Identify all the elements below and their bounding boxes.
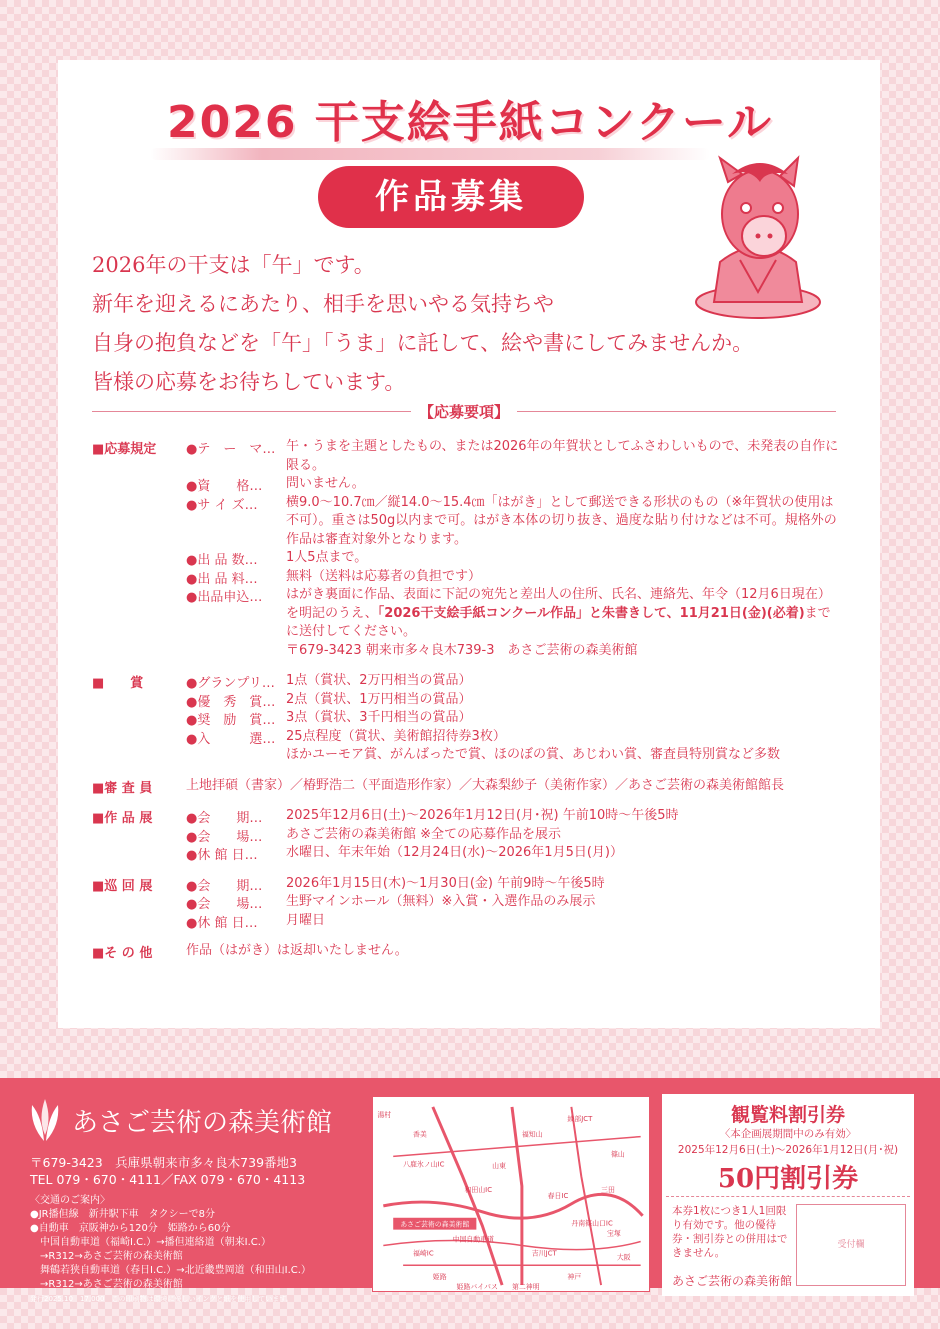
map-label: 湯村 bbox=[377, 1110, 392, 1119]
access-map bbox=[372, 1096, 650, 1292]
judges-value: 上地拝碩（書家）／椿野浩二（平面造形作家）／大森梨紗子（美術作家）／あさご芸術の森美術館館長 bbox=[186, 777, 785, 793]
map-label: 篠山 bbox=[610, 1150, 625, 1159]
access-line: 〈交通のご案内〉 bbox=[30, 1195, 110, 1206]
fine-print: 発行2025.10 17,000 この印刷物は環境に優しいインクと紙を使用しています。 bbox=[30, 1295, 293, 1303]
guidelines bbox=[92, 438, 840, 961]
rule-key: ●会 場… bbox=[186, 897, 263, 912]
coupon-title: 観覧料割引券 bbox=[730, 1104, 845, 1126]
other-row bbox=[92, 942, 840, 961]
prize-value: 25点程度（賞状、美術館招待券3枚） bbox=[286, 728, 506, 744]
rule-key: ●会 場… bbox=[186, 829, 263, 845]
apply-bold-day: (金) bbox=[741, 605, 767, 621]
rule-key: ●出 品 数… bbox=[186, 553, 258, 568]
map-label: 第二神明 bbox=[511, 1283, 540, 1292]
museum-logo-icon bbox=[26, 1095, 64, 1145]
map-label: 八鹿氷ノ山IC bbox=[403, 1160, 445, 1169]
judges-row bbox=[92, 777, 840, 796]
map-label: 香美 bbox=[413, 1130, 427, 1139]
rule-qualification bbox=[92, 475, 840, 494]
coupon-logo: あさご芸術の森美術館 bbox=[672, 1274, 793, 1288]
access-line: 舞鶴若狭自動車道（春日I.C.）→北近畿豊岡道（和田山I.C.） bbox=[30, 1265, 311, 1276]
prize-row bbox=[92, 691, 840, 710]
address-line: 〒679-3423 兵庫県朝来市多々良木739番地3 bbox=[30, 1155, 297, 1170]
rule-value: 問いません。 bbox=[286, 476, 365, 491]
rule-value: 1人5点まで。 bbox=[286, 550, 368, 565]
prize-row bbox=[92, 728, 840, 765]
map-label: 綾部JCT bbox=[567, 1114, 593, 1123]
exhibition-label: ■作 品 展 bbox=[92, 811, 153, 826]
rule-value bbox=[286, 586, 840, 660]
map-label: 中国自動車道 bbox=[452, 1235, 495, 1244]
intro-line: 皆様の応募をお待ちしています。 bbox=[92, 370, 406, 394]
map-label: 姫路バイパス bbox=[456, 1283, 498, 1292]
rule-value: 1点（賞状、2万円相当の賞品） bbox=[286, 673, 472, 688]
rule-key: ●出品申込… bbox=[186, 590, 263, 605]
apply-text-end: までに送付してください。 bbox=[286, 605, 831, 639]
map-label: 福知山 bbox=[521, 1130, 543, 1139]
judges-label: ■審 査 員 bbox=[92, 780, 153, 796]
rule-key: ●会 期… bbox=[186, 811, 263, 826]
tel-fax: TEL 079・670・4111／FAX 079・670・4113 bbox=[30, 1172, 306, 1187]
map-label: 吉川JCT bbox=[531, 1249, 557, 1258]
tour-row bbox=[92, 912, 840, 931]
rule-key: ●資 格… bbox=[186, 479, 263, 494]
museum-name: あさご芸術の森美術館 bbox=[72, 1107, 333, 1138]
coupon-stamp-box bbox=[796, 1204, 906, 1286]
prize-row bbox=[92, 709, 840, 728]
prize-row bbox=[92, 672, 840, 691]
rule-value: 月曜日 bbox=[286, 912, 326, 928]
divider bbox=[92, 411, 411, 412]
rule-apply bbox=[92, 586, 840, 660]
rule-value: 2点（賞状、1万円相当の賞品） bbox=[286, 691, 472, 707]
other-label: ■そ の 他 bbox=[92, 946, 153, 961]
tour-label: ■巡 回 展 bbox=[92, 878, 153, 894]
rule-value: 生野マインホール（無料）※入賞・入選作品のみ展示 bbox=[286, 894, 596, 909]
intro-line: 新年を迎えるにあたり、相手を思いやる気持ちや bbox=[92, 292, 554, 316]
rule-value: 午・うまを主題としたもの、または2026年の年賀状としてふさわしいもので、未発表の自作に限る。 bbox=[286, 439, 839, 473]
apply-text: はがき裏面に作品、表面に下記の宛先と差出人の住所、氏名、連絡先、年令（12月6日現在）を明記のうえ、 bbox=[286, 587, 831, 621]
rule-value bbox=[286, 728, 840, 765]
coupon-discount: 50円割引券 bbox=[717, 1164, 859, 1194]
tour-row bbox=[92, 875, 840, 894]
intro-line: 2026年の干支は「午」です。 bbox=[92, 253, 375, 277]
map-label: 大阪 bbox=[616, 1253, 631, 1262]
exhibit-row bbox=[92, 807, 840, 826]
rule-value: 横9.0〜10.7㎝／縦14.0〜15.4㎝「はがき」として郵送できる形状のもの（※年賀状の使用は不可）。重さは50g以内まで可。はがき本体の切り抜き、過度な貼り付けなどは不可。規格外の作品は審査対象外となります。 bbox=[286, 494, 837, 547]
rule-value: あさご芸術の森美術館 ※全ての応募作品を展示 bbox=[286, 826, 562, 842]
map-label: 宝塚 bbox=[607, 1229, 621, 1238]
access-line: 中国自動車道（福崎I.C.）→播但連絡道（朝来I.C.） bbox=[30, 1237, 271, 1248]
map-label: 和田山IC bbox=[464, 1186, 493, 1195]
apply-address: 〒679-3423 朝来市多々良木739-3 あさご芸術の森美術館 bbox=[286, 642, 638, 658]
other-value: 作品（はがき）は返却いたしません。 bbox=[186, 943, 408, 958]
tour-row bbox=[92, 893, 840, 912]
apply-bold-text: 「2026干支絵手紙コンクール作品」と朱書きして、11月21日 bbox=[377, 605, 742, 621]
rule-key: ●休 館 日… bbox=[186, 848, 258, 863]
access-line: ●自動車 京阪神から120分 姫路から60分 bbox=[30, 1223, 231, 1234]
divider bbox=[517, 411, 836, 412]
recruitment-badge: 作品募集 bbox=[318, 166, 584, 228]
rule-key: ●優 秀 賞… bbox=[186, 694, 276, 710]
discount-coupon bbox=[662, 1094, 914, 1296]
rule-theme bbox=[92, 438, 840, 475]
map-label: 福崎IC bbox=[413, 1249, 434, 1258]
stamp-label: 受付欄 bbox=[837, 1240, 865, 1250]
rule-size bbox=[92, 494, 840, 550]
access-line: →R312→あさご芸術の森美術館 bbox=[30, 1251, 183, 1262]
map-label: 姫路 bbox=[432, 1273, 447, 1282]
brush-stroke bbox=[150, 148, 710, 160]
coupon-period: 2025年12月6日(土)〜2026年1月12日(月･祝) bbox=[677, 1144, 899, 1156]
rule-value: 水曜日、年末年始（12月24日(水)〜2026年1月5日(月)） bbox=[286, 845, 623, 860]
intro-text bbox=[92, 246, 754, 402]
access-line: →R312→あさご芸術の森美術館 bbox=[30, 1279, 183, 1290]
map-label: 神戸 bbox=[567, 1273, 582, 1282]
access-line: ●JR播但線 新井駅下車 タクシーで8分 bbox=[30, 1209, 215, 1220]
rule-count bbox=[92, 549, 840, 568]
rule-value: 3点（賞状、3千円相当の賞品） bbox=[286, 710, 472, 725]
rule-key: ●入 選… bbox=[186, 731, 276, 747]
rule-fee bbox=[92, 568, 840, 587]
coupon-divider bbox=[666, 1196, 910, 1197]
prizes-label: ■ 賞 bbox=[92, 676, 144, 691]
coupon-subtitle: 〈本企画展期間中のみ有効〉 bbox=[719, 1128, 857, 1140]
page-title: 2026 干支絵手紙コンクール bbox=[166, 97, 774, 148]
section-title: 【応募要項】 bbox=[419, 402, 510, 421]
rules-label: ■応募規定 bbox=[92, 442, 157, 457]
rule-key: ●サ イ ズ… bbox=[186, 497, 258, 513]
rule-value: 2025年12月6日(土)〜2026年1月12日(月･祝) 午前10時〜午後5時 bbox=[286, 808, 679, 823]
rule-key: ●会 期… bbox=[186, 878, 263, 894]
coupon-note: 本券1枚につき1人1回限り有効です。他の優待券・割引券との併用はできません。 bbox=[672, 1205, 788, 1259]
rule-value: 2026年1月15日(木)〜1月30日(金) 午前9時〜午後5時 bbox=[286, 875, 605, 891]
map-label: 山東 bbox=[492, 1162, 507, 1171]
rule-key: ●休 館 日… bbox=[186, 915, 258, 931]
map-label-museum: あさご芸術の森美術館 bbox=[400, 1220, 470, 1229]
section-header bbox=[92, 400, 836, 422]
rule-key: ●グランプリ… bbox=[186, 676, 275, 691]
intro-line: 自身の抱負などを「午」「うま」に託して、絵や書にしてみませんか。 bbox=[92, 331, 754, 355]
exhibit-row bbox=[92, 844, 840, 863]
museum-address bbox=[30, 1154, 360, 1188]
museum-logo bbox=[26, 1092, 366, 1148]
map-label: 春日IC bbox=[547, 1191, 569, 1200]
apply-bold-note: (必着) bbox=[766, 605, 805, 621]
rule-value: 無料（送料は応募者の負担です） bbox=[286, 568, 482, 584]
map-label: 丹南篠山口IC bbox=[571, 1219, 613, 1228]
map-label: 三田 bbox=[601, 1186, 615, 1195]
prize-extra: ほかユーモア賞、がんばったで賞、ほのぼの賞、あじわい賞、審査員特別賞など多数 bbox=[286, 747, 781, 762]
access-info bbox=[30, 1194, 360, 1292]
rule-key: ●奨 励 賞… bbox=[186, 713, 276, 728]
rule-key: ●出 品 料… bbox=[186, 571, 258, 587]
rule-key: ●テ ー マ… bbox=[186, 442, 276, 457]
exhibit-row bbox=[92, 826, 840, 845]
